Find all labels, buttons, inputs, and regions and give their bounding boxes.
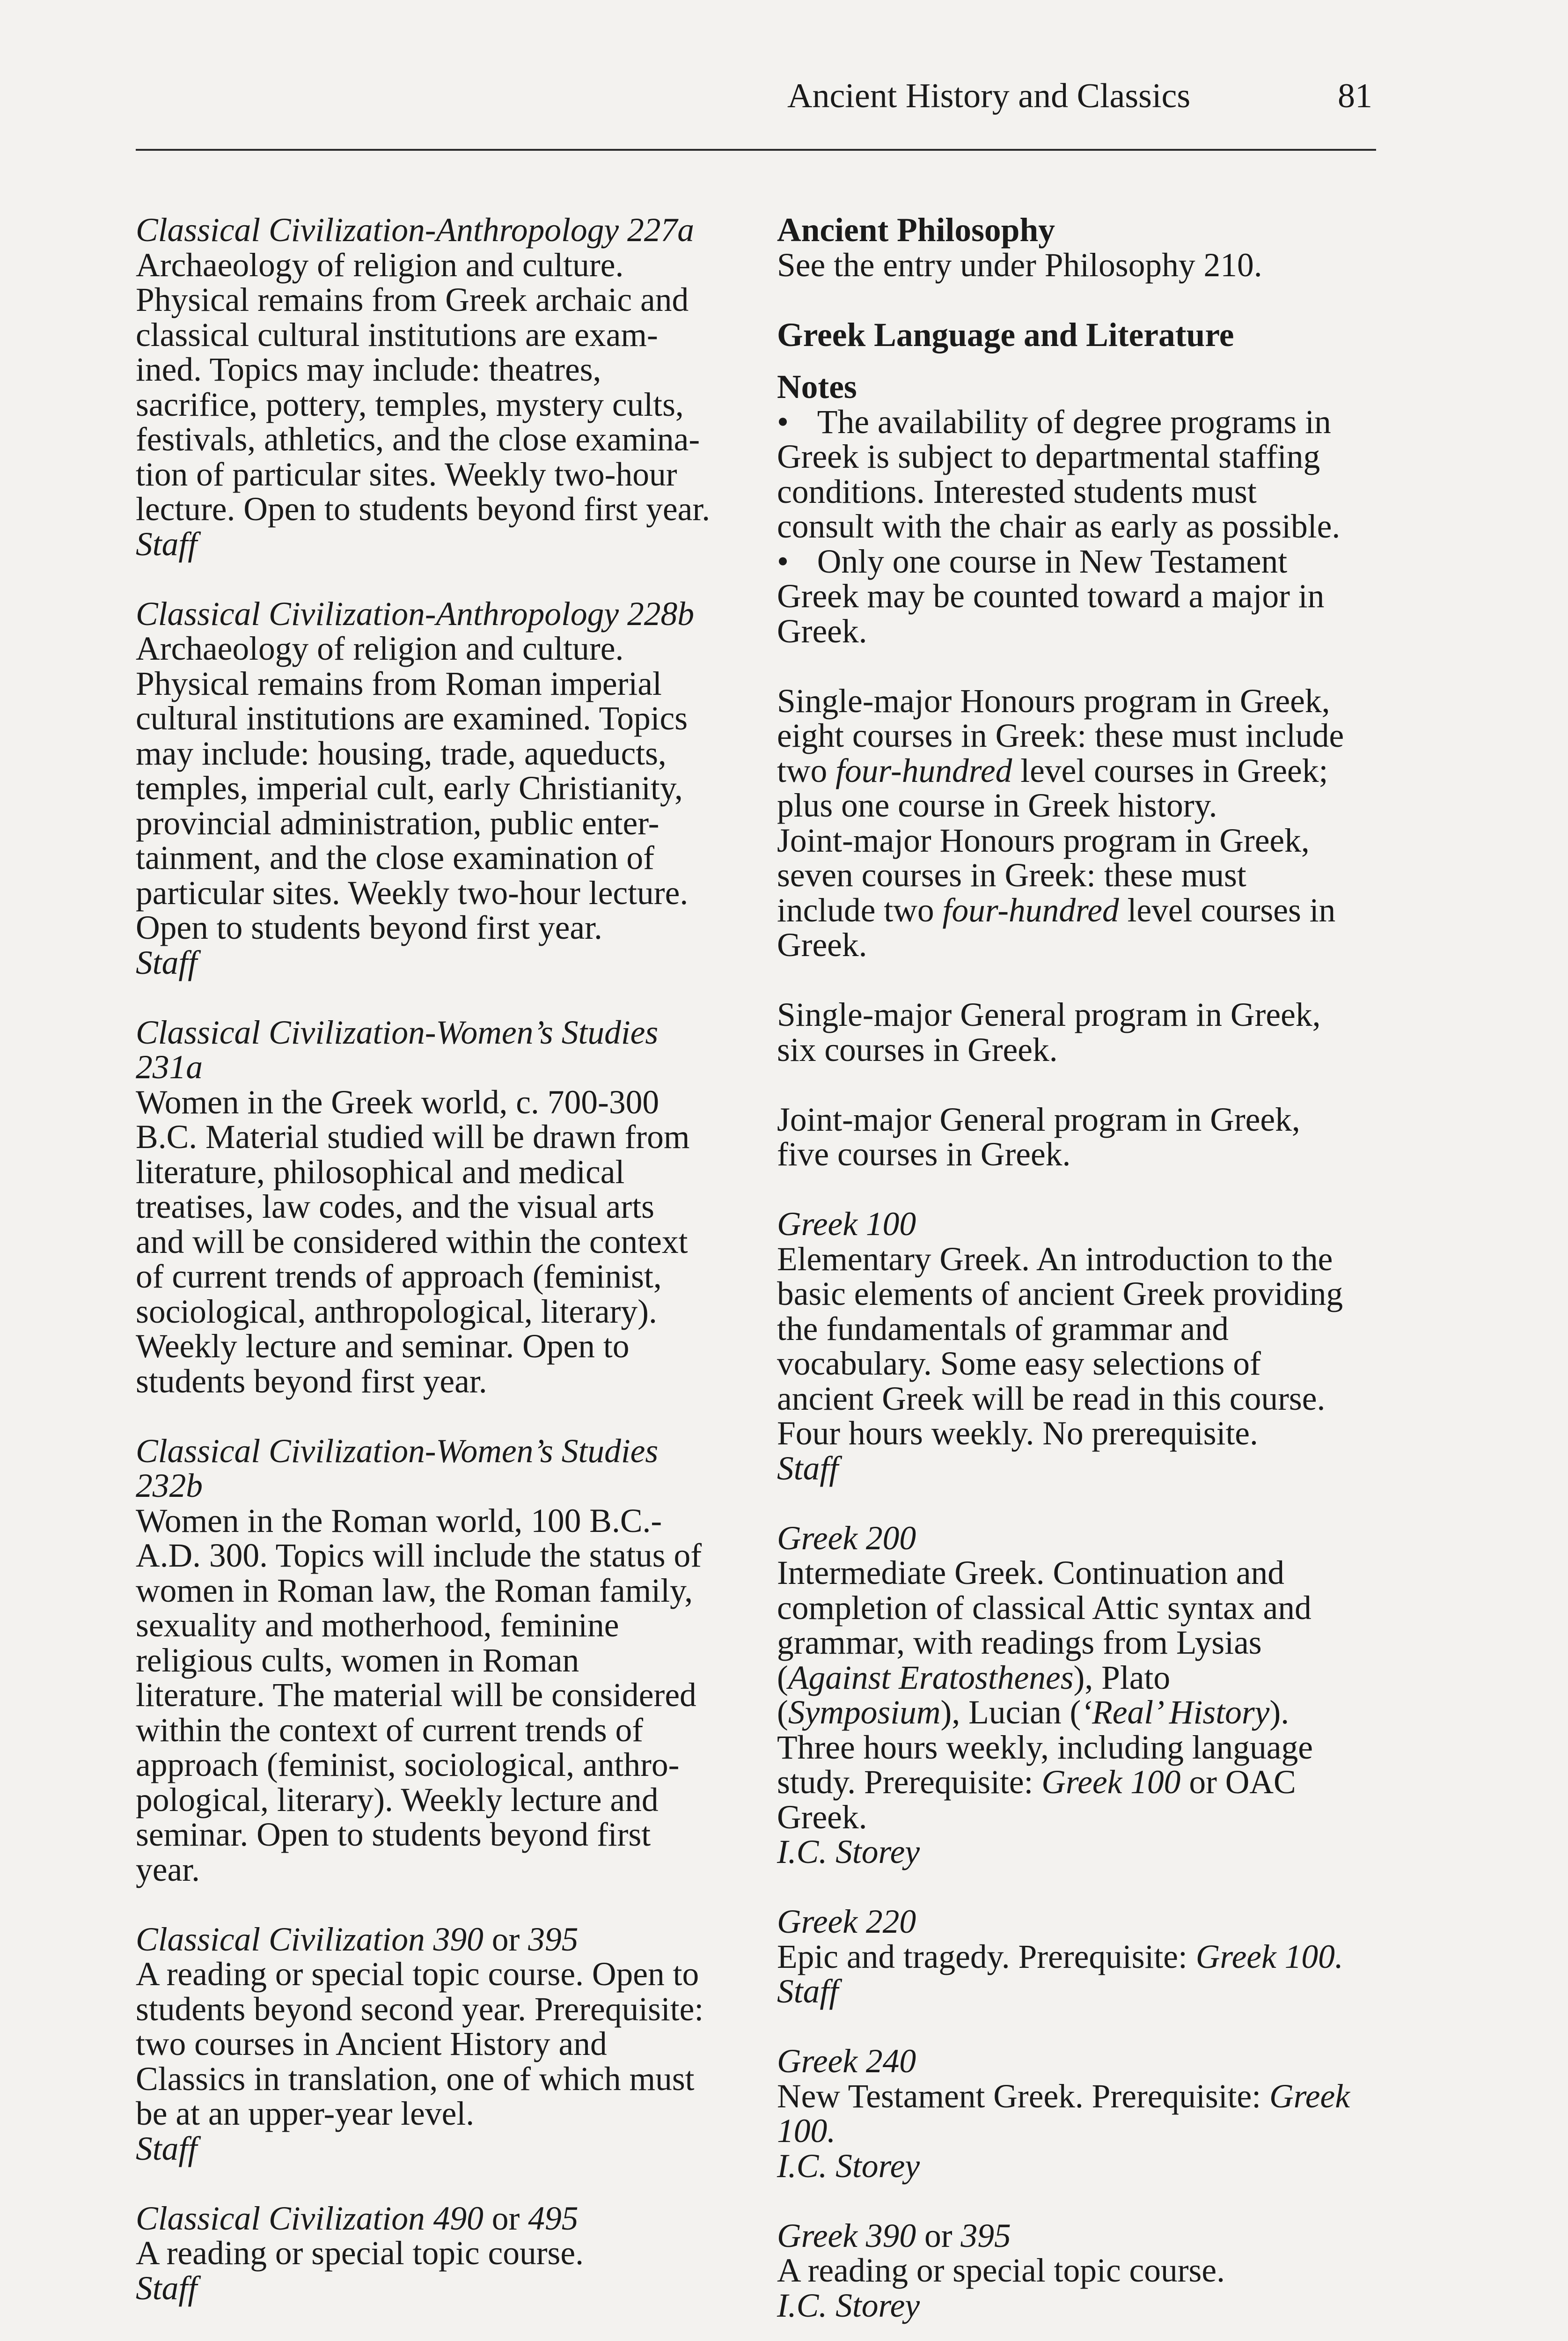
- course-description-line: Open to students beyond first year.: [136, 909, 602, 946]
- course-entry-232b: [136, 1434, 749, 1888]
- course-description-line: Four hours weekly. No prerequisite.: [777, 1415, 1258, 1452]
- course-description-line: classical cultural institutions are exam-: [136, 316, 658, 353]
- course-description-line: A reading or special topic course. Open to: [136, 1956, 699, 1993]
- program-text: level courses in: [1119, 891, 1336, 929]
- course-title-or: or: [916, 2217, 961, 2254]
- course-description-line: women in Roman law, the Roman family,: [136, 1572, 693, 1609]
- punct: (: [777, 1694, 788, 1731]
- course-title: [777, 2219, 1390, 2254]
- course-description-line: A.D. 300. Topics will include the status of: [136, 1537, 702, 1574]
- work-title: Symposium: [788, 1694, 941, 1731]
- course-description-line: Intermediate Greek. Continuation and: [777, 1554, 1285, 1591]
- course-description-line: Archaeology of religion and culture.: [136, 246, 624, 284]
- work-title: Against Eratosthenes: [788, 1659, 1074, 1696]
- program-text: two: [777, 752, 836, 789]
- course-description-line: Elementary Greek. An introduction to the: [777, 1240, 1333, 1278]
- program-line: eight courses in Greek: these must include: [777, 717, 1344, 754]
- program-text: level courses in Greek;: [1012, 752, 1328, 789]
- course-instructor: Staff: [777, 1450, 839, 1487]
- punct: ).: [1269, 1694, 1290, 1731]
- course-instructor: I.C. Storey: [777, 2287, 920, 2324]
- course-title-alt: 395: [528, 1921, 579, 1958]
- section-title: Ancient History and Classics: [787, 77, 1191, 115]
- course-entry-231a: [136, 1016, 749, 1399]
- course-description-line: literature, philosophical and medical: [136, 1153, 625, 1191]
- course-description-line: Three hours weekly, including language: [777, 1729, 1313, 1766]
- prerequisite-course: Greek 100: [1041, 1764, 1181, 1801]
- text-run: ), Plato: [1073, 1659, 1171, 1696]
- program-level: four-hundred: [835, 752, 1012, 789]
- course-description-line: year.: [136, 1851, 200, 1888]
- course-description-line: literature. The material will be considered: [136, 1677, 696, 1714]
- course-title-or: or: [483, 1921, 528, 1958]
- course-description-line: ined. Topics may include: theatres,: [136, 351, 601, 388]
- course-entry-490: [136, 2201, 749, 2306]
- course-description-line: cultural institutions are examined. Topics: [136, 700, 688, 737]
- course-description-line: of current trends of approach (feminist,: [136, 1258, 662, 1295]
- text-run: New Testament Greek. Prerequisite:: [777, 2077, 1269, 2115]
- course-description-line: Women in the Greek world, c. 700-300: [136, 1083, 659, 1121]
- section-text: See the entry under Philosophy 210.: [777, 246, 1262, 284]
- course-title-alt: 495: [528, 2200, 579, 2237]
- course-description-line: be at an upper-year level.: [136, 2095, 475, 2132]
- program-line: Joint-major Honours program in Greek,: [777, 822, 1310, 859]
- course-title: Classical Civilization-Women’s Studies: [136, 1432, 659, 1470]
- course-description-line: lecture. Open to students beyond first year.: [136, 491, 711, 528]
- left-column: [136, 213, 749, 2341]
- course-title-number: Classical Civilization 390: [136, 1921, 484, 1958]
- note-line: Greek may be counted toward a major in: [777, 578, 1325, 615]
- course-description-line: Women in the Roman world, 100 B.C.-: [136, 1502, 662, 1539]
- course-instructor: Staff: [136, 944, 198, 981]
- greek-language-section: [777, 318, 1390, 353]
- course-description-line: provincial administration, public enter-: [136, 804, 659, 842]
- course-title: Classical Civilization-Women’s Studies: [136, 1014, 659, 1051]
- course-title-number: Classical Civilization 490: [136, 2200, 484, 2237]
- notes-section: [777, 370, 1390, 649]
- program-line: five courses in Greek.: [777, 1136, 1071, 1173]
- course-description-line: sociological, anthropological, literary).: [136, 1293, 657, 1330]
- course-description-line: seminar. Open to students beyond first: [136, 1816, 651, 1853]
- course-title: Classical Civilization-Anthropology 227a: [136, 212, 694, 249]
- course-instructor: I.C. Storey: [777, 1833, 920, 1870]
- program-line: seven courses in Greek: these must: [777, 857, 1246, 894]
- course-description-line: tainment, and the close examination of: [136, 839, 654, 876]
- punct: (: [777, 1659, 788, 1696]
- course-entry-390: [136, 1922, 749, 2167]
- program-line: Greek.: [777, 927, 867, 964]
- course-title: Greek 200: [777, 1519, 916, 1557]
- course-entry-greek-240: [777, 2044, 1390, 2184]
- single-major-general-program: [777, 998, 1390, 1067]
- course-description-line: [777, 1695, 1390, 1730]
- course-entry-greek-220: [777, 1905, 1390, 2010]
- notes-heading: Notes: [777, 368, 857, 405]
- course-description-line: particular sites. Weekly two-hour lecture.: [136, 874, 689, 912]
- note-line: The availability of degree programs in: [817, 403, 1331, 441]
- course-title-number: Greek 390: [777, 2217, 916, 2254]
- note-line: Only one course in New Testament: [817, 543, 1288, 580]
- course-description-line: Archaeology of religion and culture.: [136, 630, 624, 667]
- text-run: Epic and tragedy. Prerequisite:: [777, 1938, 1196, 1975]
- course-title: 231a: [136, 1049, 203, 1086]
- note-line: Greek.: [777, 612, 867, 650]
- text-run: or OAC: [1180, 1764, 1296, 1801]
- course-title: Greek 240: [777, 2043, 916, 2080]
- course-description-line: approach (feminist, sociological, anthro-: [136, 1746, 680, 1783]
- course-description-line: treatises, law codes, and the visual arts: [136, 1188, 654, 1225]
- work-title: ‘Real’ History: [1081, 1694, 1270, 1731]
- course-description-line: students beyond second year. Prerequisite:: [136, 1990, 704, 2028]
- course-title: Greek 100: [777, 1206, 916, 1243]
- program-line: Single-major General program in Greek,: [777, 996, 1321, 1033]
- course-entry-227a: [136, 213, 749, 562]
- course-instructor: Staff: [136, 2269, 198, 2307]
- course-description-line: basic elements of ancient Greek providing: [777, 1275, 1343, 1312]
- course-description-line: sexuality and motherhood, feminine: [136, 1607, 619, 1644]
- course-title: Greek 220: [777, 1903, 916, 1940]
- program-level: four-hundred: [942, 891, 1119, 929]
- joint-major-general-program: [777, 1103, 1390, 1172]
- course-instructor: Staff: [136, 525, 198, 563]
- honours-programs: [777, 684, 1390, 963]
- course-description-line: sacrifice, pottery, temples, mystery cults,: [136, 386, 684, 423]
- course-title: 232b: [136, 1467, 203, 1504]
- program-line: [777, 754, 1390, 789]
- course-description-line: temples, imperial cult, early Christianity,: [136, 770, 683, 807]
- course-description-line: within the context of current trends of: [136, 1711, 644, 1749]
- course-description-line: festivals, athletics, and the close examina-: [136, 421, 700, 458]
- course-instructor: I.C. Storey: [777, 2147, 920, 2185]
- note-line: conditions. Interested students must: [777, 473, 1257, 510]
- course-title-or: or: [483, 2200, 528, 2237]
- prerequisite-course: Greek 100.: [1195, 1938, 1343, 1975]
- course-instructor: Staff: [136, 2130, 198, 2167]
- course-description-line: A reading or special topic course.: [136, 2235, 584, 2272]
- note-line: consult with the chair as early as possible.: [777, 508, 1341, 545]
- text-run: study. Prerequisite:: [777, 1764, 1042, 1801]
- course-entry-greek-100: [777, 1207, 1390, 1486]
- bullet-icon: •: [777, 403, 789, 441]
- note-item: [777, 545, 1390, 580]
- course-description-line: Greek.: [777, 1798, 867, 1836]
- course-description-line: vocabulary. Some easy selections of: [777, 1345, 1261, 1382]
- course-description-line: A reading or special topic course.: [777, 2252, 1225, 2289]
- right-column: [777, 213, 1390, 2341]
- course-description-line: completion of classical Attic syntax and: [777, 1589, 1312, 1627]
- course-instructor: Staff: [777, 1973, 839, 2010]
- page-number: 81: [1338, 77, 1372, 115]
- course-entry-228b: [136, 597, 749, 981]
- course-description-line: grammar, with readings from Lysias: [777, 1624, 1262, 1661]
- course-description-line: the fundamentals of grammar and: [777, 1310, 1229, 1347]
- course-entry-greek-200: [777, 1521, 1390, 1870]
- section-heading: Greek Language and Literature: [777, 316, 1234, 353]
- prerequisite-course: Greek: [1269, 2077, 1350, 2115]
- course-entry-greek-390: [777, 2219, 1390, 2324]
- program-line: Single-major Honours program in Greek,: [777, 682, 1330, 720]
- course-title: [136, 1922, 749, 1958]
- note-line: Greek is subject to departmental staffing: [777, 438, 1320, 475]
- program-line: [777, 893, 1390, 928]
- course-description-line: ancient Greek will be read in this course.: [777, 1380, 1326, 1417]
- ancient-philosophy-section: [777, 213, 1390, 283]
- course-description-line: two courses in Ancient History and: [136, 2025, 607, 2062]
- program-line: Joint-major General program in Greek,: [777, 1101, 1300, 1138]
- course-description-line: [777, 1940, 1390, 1975]
- course-title: [136, 2201, 749, 2237]
- course-title-alt: 395: [960, 2217, 1011, 2254]
- course-description-line: may include: housing, trade, aqueducts,: [136, 735, 667, 772]
- course-description-line: [777, 1661, 1390, 1696]
- course-description-line: and will be considered within the context: [136, 1223, 688, 1260]
- course-title: Classical Civilization-Anthropology 228b: [136, 595, 694, 633]
- program-text: include two: [777, 891, 943, 929]
- note-item: [777, 405, 1390, 440]
- course-description-line: Physical remains from Greek archaic and: [136, 281, 689, 318]
- course-description-line: [777, 2079, 1390, 2114]
- running-header: [136, 70, 1376, 122]
- course-description-line: tion of particular sites. Weekly two-hour: [136, 456, 677, 493]
- course-description-line: Physical remains from Roman imperial: [136, 665, 662, 702]
- text-run: ), Lucian (: [940, 1694, 1081, 1731]
- course-description-line: Weekly lecture and seminar. Open to: [136, 1328, 630, 1365]
- bullet-icon: •: [777, 543, 789, 580]
- course-description-line: religious cults, women in Roman: [136, 1642, 579, 1679]
- course-description-line: students beyond first year.: [136, 1362, 487, 1400]
- prerequisite-course: 100.: [777, 2113, 836, 2150]
- course-description-line: B.C. Material studied will be drawn from: [136, 1119, 690, 1156]
- header-rule: [136, 149, 1376, 151]
- course-description-line: pological, literary). Weekly lecture and: [136, 1781, 659, 1818]
- section-heading: Ancient Philosophy: [777, 212, 1055, 249]
- course-description-line: Classics in translation, one of which must: [136, 2060, 695, 2098]
- course-description-line: [777, 1765, 1390, 1800]
- program-line: plus one course in Greek history.: [777, 787, 1217, 824]
- program-line: six courses in Greek.: [777, 1031, 1058, 1068]
